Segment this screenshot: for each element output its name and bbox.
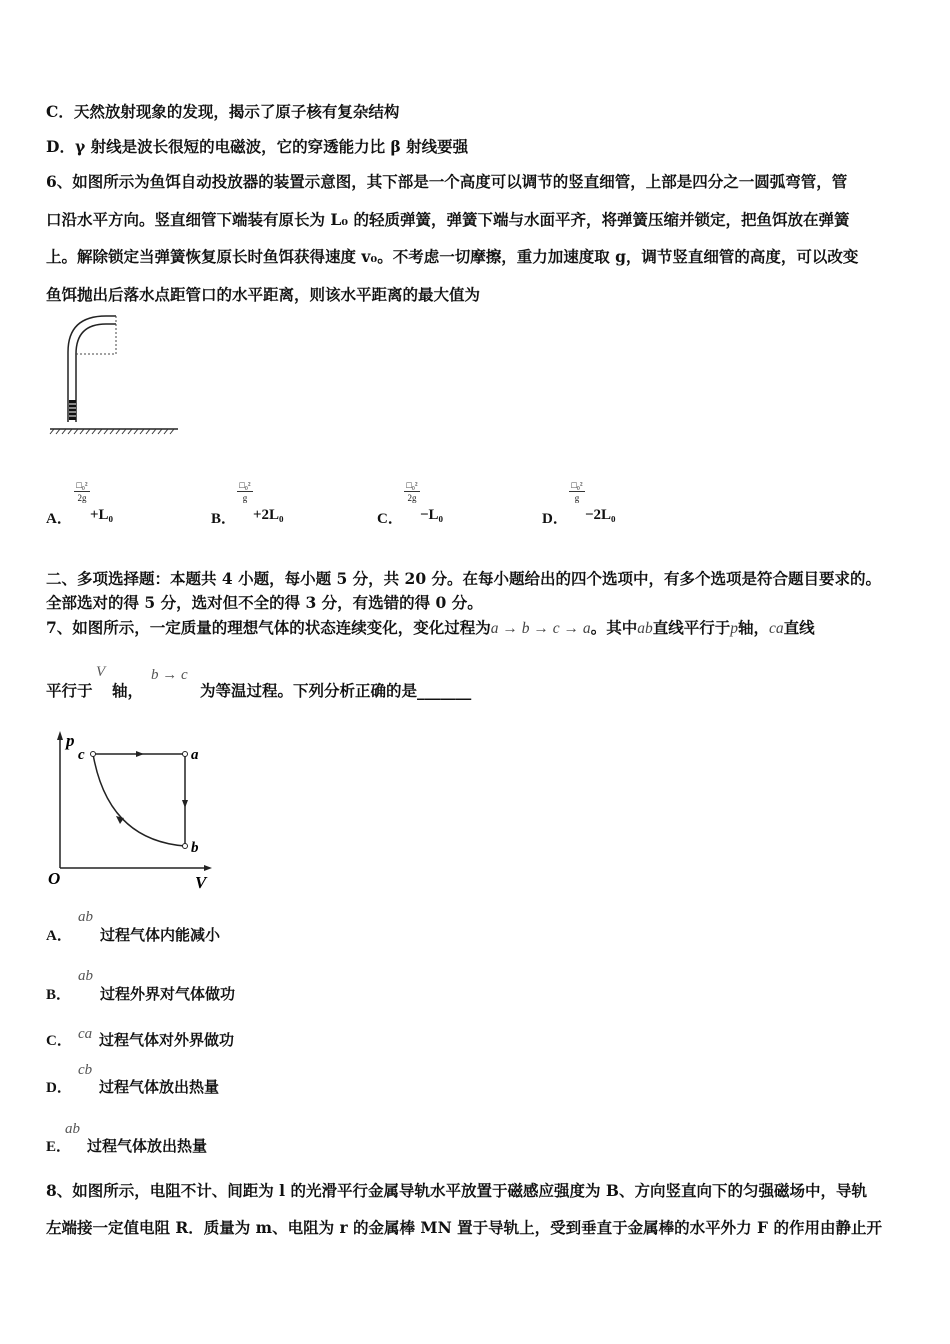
q6-option-a-fraction: [74, 480, 90, 503]
q7-option-b-text: 过程外界对气体做功: [100, 987, 236, 1003]
q7-option-e-label[interactable]: E．: [46, 1139, 72, 1155]
q7-option-b-var: ab: [78, 968, 93, 984]
q6-option-b-tail: +2L₀: [253, 507, 284, 523]
q6-option-b[interactable]: [211, 507, 236, 528]
q7-option-a-text: 过程气体内能减小: [100, 928, 221, 944]
fraction-denominator: g: [242, 493, 248, 503]
q6-stem-line2: 口沿水平方向。竖直细管下端装有原长为 L₀ 的轻质弹簧，弹簧下端与水面平齐，将弹簧压缩并锁定，把鱼饵放在弹簧: [46, 210, 850, 229]
q7-option-a-label[interactable]: A．: [46, 928, 72, 944]
q6-option-c[interactable]: [377, 507, 403, 528]
q8-stem-line1: 8、如图所示，电阻不计、间距为 l 的光滑平行金属导轨水平放置于磁感应强度为 B、方向竖直向下的匀强磁场中，导轨: [46, 1181, 867, 1200]
q7-option-e-text: 过程气体放出热量: [87, 1139, 208, 1155]
q7-option-c-label[interactable]: C．: [46, 1033, 72, 1049]
option-label: C．: [377, 511, 403, 527]
section2-heading-line2: 全部选对的得 5 分，选对但不全的得 3 分，有选错的得 0 分。: [46, 593, 483, 612]
q7-stem-line2-b: 轴，: [112, 681, 144, 700]
q7-option-c-var: ca: [78, 1026, 93, 1042]
q6-stem-line4: 鱼饵抛出后落水点距管口的水平距离，则该水平距离的最大值为: [46, 285, 481, 304]
q7-option-c-text: 过程气体对外界做功: [99, 1033, 235, 1049]
point-label-c: c: [78, 747, 85, 763]
q6-option-d-fraction: [569, 480, 585, 503]
q6-option-a[interactable]: [46, 507, 72, 528]
q5-option-c: C．天然放射现象的发现，揭示了原子核有复杂结构: [46, 102, 400, 121]
fraction-denominator: 2g: [77, 493, 87, 503]
q7-text-3: 直线平行于: [652, 618, 731, 637]
q7-var-ab: ab: [637, 620, 653, 637]
q7-var-p: p: [730, 620, 738, 637]
q7-option-a-var: ab: [78, 909, 93, 925]
q6-stem-line1: 6、如图所示为鱼饵自动投放器的装置示意图，其下部是一个高度可以调节的竖直细管，上部是四分之一圆弧弯管，管: [46, 172, 848, 191]
q6-option-d[interactable]: [542, 507, 568, 528]
fraction-numerator: □₀²: [571, 480, 583, 490]
fraction-numerator: □₀²: [239, 480, 251, 490]
q7-option-d-text: 过程气体放出热量: [99, 1080, 220, 1096]
q7-option-e-var: ab: [65, 1121, 80, 1137]
axis-label-V: V: [195, 873, 207, 892]
q6-option-a-tail: +L₀: [90, 507, 114, 523]
q7-var-bc: b → c: [151, 667, 188, 683]
point-label-a: a: [191, 747, 199, 763]
fraction-denominator: 2g: [407, 493, 417, 503]
option-label: A．: [46, 511, 72, 527]
q7-option-b-label[interactable]: B．: [46, 987, 72, 1003]
q7-stem-line2-a: 平行于: [46, 681, 93, 700]
q5-option-d: D．γ 射线是波长很短的电磁波，它的穿透能力比 β 射线要强: [46, 137, 469, 156]
q8-stem-line2: 左端接一定值电阻 R．质量为 m、电阻为 r 的金属棒 MN 置于导轨上，受到垂直于金属棒的水平外力 F 的作用由静止开: [46, 1218, 882, 1237]
fraction-numerator: □₀²: [76, 480, 88, 490]
fraction-denominator: g: [574, 493, 580, 503]
q7-var-V: V: [96, 664, 106, 680]
q7-text-5: 直线: [783, 618, 815, 637]
q7-text-1: 7、如图所示，一定质量的理想气体的状态连续变化，变化过程为: [46, 618, 491, 637]
q6-stem-line3: 上。解除锁定当弹簧恢复原长时鱼饵获得速度 v₀。不考虑一切摩擦，重力加速度取 g，调节竖直细管的高度，可以改变: [46, 247, 859, 266]
fraction-numerator: □₀²: [406, 480, 418, 490]
q7-text-2: 。其中: [590, 618, 638, 637]
q7-stem-line2-c: 为等温过程。下列分析正确的是_______: [200, 681, 472, 700]
q7-process: a → b → c → a: [490, 620, 591, 637]
origin-label: O: [48, 869, 61, 888]
q7-text-4: 轴，: [737, 618, 769, 637]
option-label: B．: [211, 511, 237, 527]
option-label: D．: [542, 511, 568, 527]
q6-option-b-fraction: [237, 480, 253, 503]
q6-option-c-fraction: [404, 480, 420, 503]
axis-label-p: p: [66, 731, 75, 750]
pv-diagram: [46, 728, 216, 898]
q6-option-c-tail: −L₀: [420, 507, 444, 523]
q7-option-d-label[interactable]: D．: [46, 1080, 72, 1096]
section2-heading-line1: 二、多项选择题：本题共 4 小题，每小题 5 分，共 20 分。在每小题给出的四个选项中，有多个选项是符合题目要求的。: [46, 569, 882, 588]
point-label-b: b: [191, 840, 199, 856]
q7-option-d-var: cb: [78, 1062, 93, 1078]
bait-launcher-figure: [46, 310, 186, 440]
q7-var-ca: ca: [768, 620, 784, 637]
q6-option-d-tail: −2L₀: [585, 507, 616, 523]
q7-stem-line1: [46, 618, 815, 639]
